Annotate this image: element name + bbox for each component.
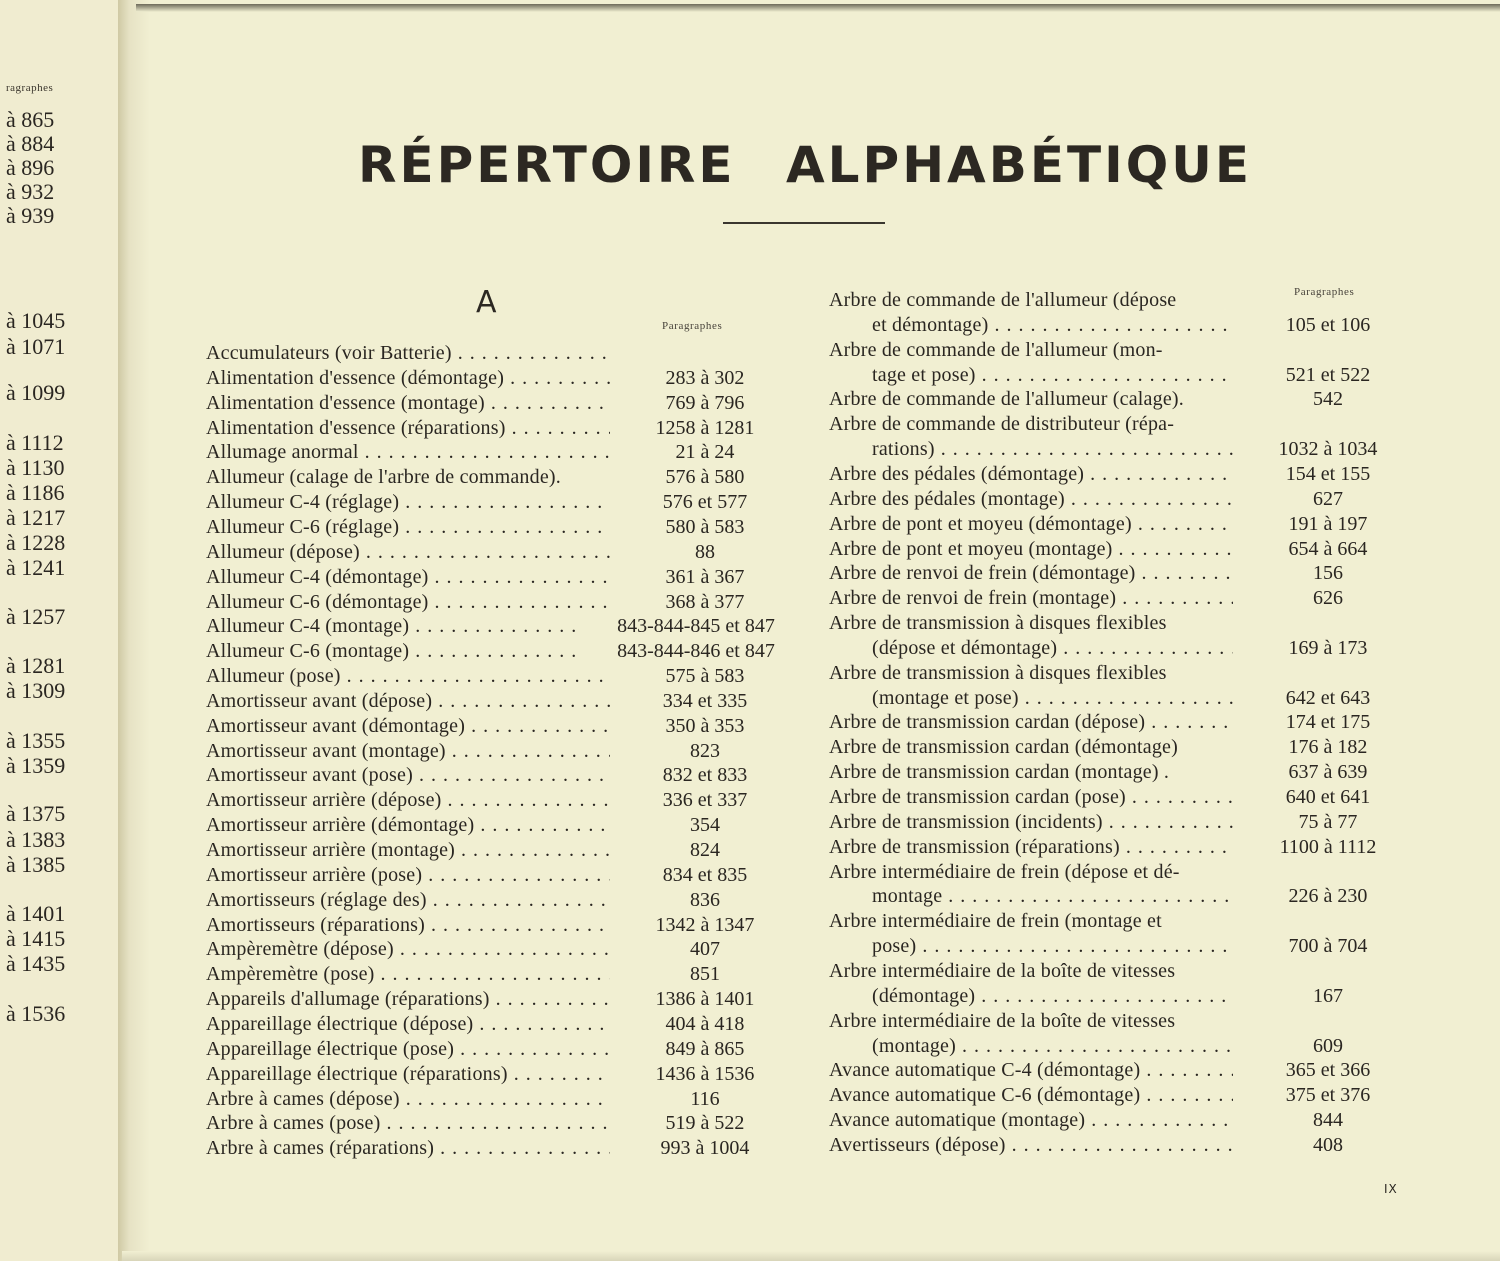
entry-label: Appareils d'allumage (réparations) . . . xyxy=(206,987,610,1012)
previous-page-header: ragraphes xyxy=(6,82,54,94)
index-entry xyxy=(829,1133,1395,1158)
index-entry xyxy=(829,338,1395,363)
index-entry xyxy=(829,1108,1395,1133)
entry-label: Arbre de commande de l'allumeur (mon- xyxy=(829,338,1163,361)
index-entry xyxy=(829,512,1395,537)
index-entry xyxy=(829,561,1395,586)
previous-page-ref: à 1257 xyxy=(6,604,66,629)
entry-label: Avance automatique C-6 (démontage) . . . xyxy=(829,1083,1233,1108)
previous-page-ref: à 1415 xyxy=(6,926,66,951)
entry-paragraph-ref: 169 à 173 xyxy=(1288,636,1368,659)
index-entry xyxy=(829,661,1395,686)
entry-label: Allumeur C-6 (démontage) . . . xyxy=(206,590,610,615)
entry-label: Arbre de transmission (incidents) . . . xyxy=(829,810,1233,835)
previous-page-ref: à 1217 xyxy=(6,505,66,530)
index-entry xyxy=(829,412,1395,437)
entry-label: Arbre de transmission cardan (pose) . . . xyxy=(829,785,1233,810)
entry-paragraph-ref: 116 xyxy=(690,1087,720,1110)
entry-label: Amortisseur avant (dépose) . . . xyxy=(206,689,610,714)
entry-paragraph-ref: 521 et 522 xyxy=(1285,363,1371,386)
previous-page-ref: à 1130 xyxy=(6,455,65,480)
entry-label: Accumulateurs (voir Batterie) . . . xyxy=(206,341,610,366)
index-entry xyxy=(829,487,1395,512)
previous-page-ref: à 932 xyxy=(6,179,55,204)
entry-label: Appareillage électrique (pose) . . . xyxy=(206,1037,610,1062)
index-entry xyxy=(829,710,1395,735)
entry-paragraph-ref: 832 et 833 xyxy=(662,764,748,787)
index-entry xyxy=(206,739,796,764)
entry-label: rations) . . . xyxy=(872,437,1233,462)
entry-paragraph-ref: 174 et 175 xyxy=(1285,711,1371,734)
entry-label: pose) . . . xyxy=(872,934,1233,959)
previous-page-ref: à 1228 xyxy=(6,530,66,555)
entry-paragraph-ref: 519 à 522 xyxy=(665,1112,745,1135)
index-entry xyxy=(829,636,1395,661)
entry-label: Avance automatique C-4 (démontage) . . . xyxy=(829,1058,1233,1083)
index-entry xyxy=(206,1012,796,1037)
previous-page-ref: à 1401 xyxy=(6,901,66,926)
index-entry xyxy=(206,515,796,540)
entry-label: Arbre à cames (pose) . . . xyxy=(206,1111,610,1136)
entry-label: Avertisseurs (dépose) . . . xyxy=(829,1133,1233,1158)
index-entry xyxy=(829,760,1395,785)
index-entry xyxy=(829,1034,1395,1059)
entry-paragraph-ref: 88 xyxy=(695,540,715,563)
previous-page-ref: à 1241 xyxy=(6,555,66,580)
entry-paragraph-ref: 843-844-846 et 847 xyxy=(617,640,775,663)
entry-label: Arbre de renvoi de frein (démontage) . . . xyxy=(829,561,1233,586)
entry-label: Ampèremètre (pose) . . . xyxy=(206,962,610,987)
entry-label: Allumeur C-4 (montage) . . . xyxy=(206,614,582,639)
entry-label: Arbre de commande de distributeur (répa- xyxy=(829,413,1175,436)
entry-label: Ampèremètre (dépose) . . . xyxy=(206,937,610,962)
entry-label: Amortisseurs (réparations) . . . xyxy=(206,913,610,938)
index-entry xyxy=(829,537,1395,562)
entry-label: Arbre de pont et moyeu (démontage) . . . xyxy=(829,512,1233,537)
index-entry xyxy=(829,984,1395,1009)
index-entry xyxy=(829,810,1395,835)
index-entry xyxy=(206,590,796,615)
entry-label: Amortisseur avant (démontage) . . . xyxy=(206,714,610,739)
entry-paragraph-ref: 167 xyxy=(1313,984,1343,1007)
index-entry xyxy=(206,1062,796,1087)
previous-page-ref: à 1359 xyxy=(6,753,66,778)
entry-paragraph-ref: 993 à 1004 xyxy=(660,1137,750,1160)
entry-label: Arbre intermédiaire de frein (montage et xyxy=(829,910,1162,933)
index-entry xyxy=(206,366,796,391)
entry-label: Arbre de transmission cardan (démontage) xyxy=(829,736,1178,759)
index-entry xyxy=(829,288,1395,313)
index-entry xyxy=(829,735,1395,760)
entry-paragraph-ref: 1342 à 1347 xyxy=(655,913,755,936)
index-entry xyxy=(206,714,796,739)
entry-label: Allumeur C-4 (démontage) . . . xyxy=(206,565,610,590)
index-entry xyxy=(829,959,1395,984)
entry-label: Amortisseur avant (montage) . . . xyxy=(206,739,610,764)
index-entry xyxy=(206,540,796,565)
entry-label: Arbre à cames (dépose) . . . xyxy=(206,1087,610,1112)
index-entry xyxy=(829,462,1395,487)
entry-paragraph-ref: 836 xyxy=(690,888,720,911)
entry-label: Alimentation d'essence (démontage) . . . xyxy=(206,366,610,391)
index-entry xyxy=(829,313,1395,338)
entry-label: Amortisseur arrière (dépose) . . . xyxy=(206,788,610,813)
index-entry xyxy=(829,835,1395,860)
index-entry xyxy=(829,1009,1395,1034)
entry-label: Arbre intermédiaire de la boîte de vitesses xyxy=(829,1009,1176,1032)
previous-page-ref: à 1071 xyxy=(6,334,66,359)
previous-page-ref: à 1536 xyxy=(6,1001,66,1026)
entry-paragraph-ref: 637 à 639 xyxy=(1288,761,1368,784)
entry-label: Arbre des pédales (démontage) . . . xyxy=(829,462,1233,487)
index-entry xyxy=(206,341,796,366)
entry-paragraph-ref: 154 et 155 xyxy=(1285,462,1371,485)
previous-page-ref: à 1099 xyxy=(6,380,66,405)
entry-label: Allumeur C-4 (réglage) . . . xyxy=(206,490,610,515)
index-entry xyxy=(206,1111,796,1136)
index-entry xyxy=(206,763,796,788)
entry-paragraph-ref: 700 à 704 xyxy=(1288,935,1368,958)
index-entry xyxy=(206,614,796,639)
entry-paragraph-ref: 404 à 418 xyxy=(665,1012,745,1035)
entry-label: Amortisseur arrière (pose) . . . xyxy=(206,863,610,888)
section-letter: A xyxy=(476,285,497,320)
entry-paragraph-ref: 576 et 577 xyxy=(662,491,748,514)
entry-paragraph-ref: 156 xyxy=(1313,562,1343,585)
entry-paragraph-ref: 75 à 77 xyxy=(1298,810,1358,833)
index-entry xyxy=(829,884,1395,909)
previous-page-ref: à 884 xyxy=(6,131,55,156)
index-entry xyxy=(206,913,796,938)
entry-label: Appareillage électrique (dépose) . . . xyxy=(206,1012,610,1037)
index-entry xyxy=(829,1083,1395,1108)
entry-label: et démontage) . . . xyxy=(872,313,1233,338)
entry-label: Allumage anormal . . . xyxy=(206,440,610,465)
entry-paragraph-ref: 609 xyxy=(1313,1034,1343,1057)
entry-paragraph-ref: 1032 à 1034 xyxy=(1278,438,1378,461)
entry-paragraph-ref: 823 xyxy=(690,739,720,762)
index-entry xyxy=(829,586,1395,611)
previous-page-ref: à 1385 xyxy=(6,852,66,877)
previous-page-ref: à 939 xyxy=(6,203,55,228)
entry-label: Amortisseurs (réglage des) . . . xyxy=(206,888,610,913)
previous-page-ref: à 865 xyxy=(6,107,55,132)
entry-label: Allumeur (pose) . . . xyxy=(206,664,610,689)
index-entry xyxy=(829,934,1395,959)
entry-label: Arbre de transmission à disques flexibles xyxy=(829,661,1167,684)
previous-page-ref: à 1112 xyxy=(6,430,64,455)
previous-page-ref: à 1375 xyxy=(6,801,66,826)
index-entry xyxy=(206,490,796,515)
entry-paragraph-ref: 21 à 24 xyxy=(675,441,735,464)
previous-page-ref: à 1186 xyxy=(6,480,65,505)
entry-paragraph-ref: 851 xyxy=(690,963,720,986)
index-entry xyxy=(206,639,796,664)
entry-paragraph-ref: 226 à 230 xyxy=(1288,885,1368,908)
index-entry xyxy=(206,1087,796,1112)
index-entry xyxy=(206,440,796,465)
entry-label: Arbre de transmission cardan (dépose) . . . xyxy=(829,710,1233,735)
entry-paragraph-ref: 176 à 182 xyxy=(1288,736,1368,759)
entry-paragraph-ref: 824 xyxy=(690,839,720,861)
previous-page-ref: à 1045 xyxy=(6,308,66,333)
index-entry xyxy=(206,888,796,913)
entry-paragraph-ref: 368 à 377 xyxy=(665,590,745,613)
page-top-edge xyxy=(136,4,1500,12)
index-entry xyxy=(829,437,1395,462)
entry-label: Arbre intermédiaire de la boîte de vitesses xyxy=(829,959,1176,982)
index-entry xyxy=(206,838,796,863)
index-entry xyxy=(206,565,796,590)
index-entry xyxy=(206,788,796,813)
index-entry xyxy=(206,391,796,416)
entry-paragraph-ref: 834 et 835 xyxy=(662,863,748,886)
entry-label: Arbre de commande de l'allumeur (calage). xyxy=(829,388,1184,411)
entry-label: Alimentation d'essence (montage) . . . xyxy=(206,391,610,416)
index-entry xyxy=(829,387,1395,412)
entry-paragraph-ref: 361 à 367 xyxy=(665,565,745,588)
index-entry xyxy=(829,611,1395,636)
entry-paragraph-ref: 350 à 353 xyxy=(665,714,745,737)
entry-label: Arbre de commande de l'allumeur (dépose xyxy=(829,289,1177,311)
entry-paragraph-ref: 576 à 580 xyxy=(665,466,745,489)
entry-label: Amortisseur arrière (montage) . . . xyxy=(206,838,610,863)
entry-paragraph-ref: 283 à 302 xyxy=(665,366,745,389)
entry-paragraph-ref: 769 à 796 xyxy=(665,391,745,414)
entry-paragraph-ref: 1386 à 1401 xyxy=(655,988,755,1011)
entry-paragraph-ref: 1436 à 1536 xyxy=(655,1062,755,1085)
entry-label: Appareillage électrique (réparations) . . . xyxy=(206,1062,610,1087)
index-entry xyxy=(206,987,796,1012)
entry-paragraph-ref: 575 à 583 xyxy=(665,665,745,688)
right-column-header: Paragraphes xyxy=(1294,286,1355,298)
entry-label: Alimentation d'essence (réparations) . . . xyxy=(206,416,610,441)
index-entry xyxy=(206,465,796,490)
entry-paragraph-ref: 408 xyxy=(1313,1133,1343,1156)
entry-paragraph-ref: 626 xyxy=(1313,587,1343,610)
entry-label: Arbre intermédiaire de frein (dépose et dé- xyxy=(829,860,1180,883)
entry-paragraph-ref: 1258 à 1281 xyxy=(655,416,755,439)
entry-label: (montage et pose) . . . xyxy=(872,686,1233,711)
entry-paragraph-ref: 354 xyxy=(690,814,720,837)
entry-paragraph-ref: 542 xyxy=(1313,388,1343,411)
previous-page-ref: à 896 xyxy=(6,155,55,180)
entry-paragraph-ref: 105 et 106 xyxy=(1285,313,1371,336)
entry-label: Arbre à cames (réparations) . . . xyxy=(206,1136,610,1161)
index-entry xyxy=(206,416,796,441)
entry-label: (dépose et démontage) . . . xyxy=(872,636,1233,661)
index-entry xyxy=(829,860,1395,885)
entry-label: Amortisseur arrière (démontage) . . . xyxy=(206,813,610,838)
index-entry xyxy=(206,962,796,987)
entry-label: Allumeur C-6 (réglage) . . . xyxy=(206,515,610,540)
entry-label: (montage) . . . xyxy=(872,1034,1233,1059)
entry-label: Arbre de transmission à disques flexibles xyxy=(829,612,1167,635)
page-number: IX xyxy=(1384,1182,1398,1196)
page-title: RÉPERTOIRE ALPHABÉTIQUE xyxy=(358,136,1252,194)
entry-label: Allumeur (calage de l'arbre de commande). xyxy=(206,466,561,489)
index-entry xyxy=(829,785,1395,810)
index-entry xyxy=(206,664,796,689)
entry-label: Allumeur (dépose) . . . xyxy=(206,540,610,565)
previous-page-ref: à 1435 xyxy=(6,951,66,976)
entry-paragraph-ref: 843-844-845 et 847 xyxy=(617,615,775,638)
index-entry xyxy=(206,937,796,962)
left-column-header: Paragraphes xyxy=(662,320,723,332)
previous-page-ref: à 1281 xyxy=(6,653,66,678)
previous-page-ref: à 1383 xyxy=(6,827,66,852)
entry-label: Avance automatique (montage) . . . xyxy=(829,1108,1233,1133)
index-entry xyxy=(829,363,1395,388)
index-entry xyxy=(829,909,1395,934)
entry-paragraph-ref: 849 à 865 xyxy=(665,1037,745,1060)
entry-paragraph-ref: 844 xyxy=(1313,1109,1343,1132)
entry-paragraph-ref: 1100 à 1112 xyxy=(1279,835,1377,858)
entry-paragraph-ref: 642 et 643 xyxy=(1285,686,1371,709)
entry-label: Arbre de transmission (réparations) . . . xyxy=(829,835,1233,860)
entry-paragraph-ref: 580 à 583 xyxy=(665,515,745,538)
index-entry xyxy=(829,1058,1395,1083)
entry-paragraph-ref: 407 xyxy=(690,938,720,961)
entry-label: Arbre de pont et moyeu (montage) . . . xyxy=(829,537,1233,562)
entry-label: Arbre de transmission cardan (montage) . xyxy=(829,761,1170,784)
entry-paragraph-ref: 640 et 641 xyxy=(1285,786,1371,808)
title-rule xyxy=(723,222,885,224)
entry-label: Arbre des pédales (montage) . . . xyxy=(829,487,1233,512)
entry-paragraph-ref: 191 à 197 xyxy=(1288,512,1368,535)
index-entry xyxy=(206,813,796,838)
entry-paragraph-ref: 365 et 366 xyxy=(1285,1059,1371,1082)
index-entry xyxy=(206,1037,796,1062)
entry-label: Amortisseur avant (pose) . . . xyxy=(206,763,610,788)
entry-paragraph-ref: 336 et 337 xyxy=(662,789,748,812)
entry-paragraph-ref: 375 et 376 xyxy=(1285,1084,1371,1107)
entry-label: Arbre de renvoi de frein (montage) . . . xyxy=(829,586,1233,611)
entry-label: tage et pose) . . . xyxy=(872,363,1233,388)
page-bottom-edge xyxy=(122,1251,1500,1261)
entry-label: montage . . . xyxy=(872,884,1233,909)
index-entry xyxy=(829,686,1395,711)
index-entry xyxy=(206,863,796,888)
previous-page-ref: à 1309 xyxy=(6,678,66,703)
entry-label: Allumeur C-6 (montage) . . . xyxy=(206,639,582,664)
entry-paragraph-ref: 654 à 664 xyxy=(1288,537,1368,560)
entry-paragraph-ref: 627 xyxy=(1313,487,1343,510)
entry-paragraph-ref: 334 et 335 xyxy=(662,689,748,712)
previous-page-ref: à 1355 xyxy=(6,728,66,753)
entry-label: (démontage) . . . xyxy=(872,984,1233,1009)
index-entry xyxy=(206,1136,796,1161)
index-entry xyxy=(206,689,796,714)
